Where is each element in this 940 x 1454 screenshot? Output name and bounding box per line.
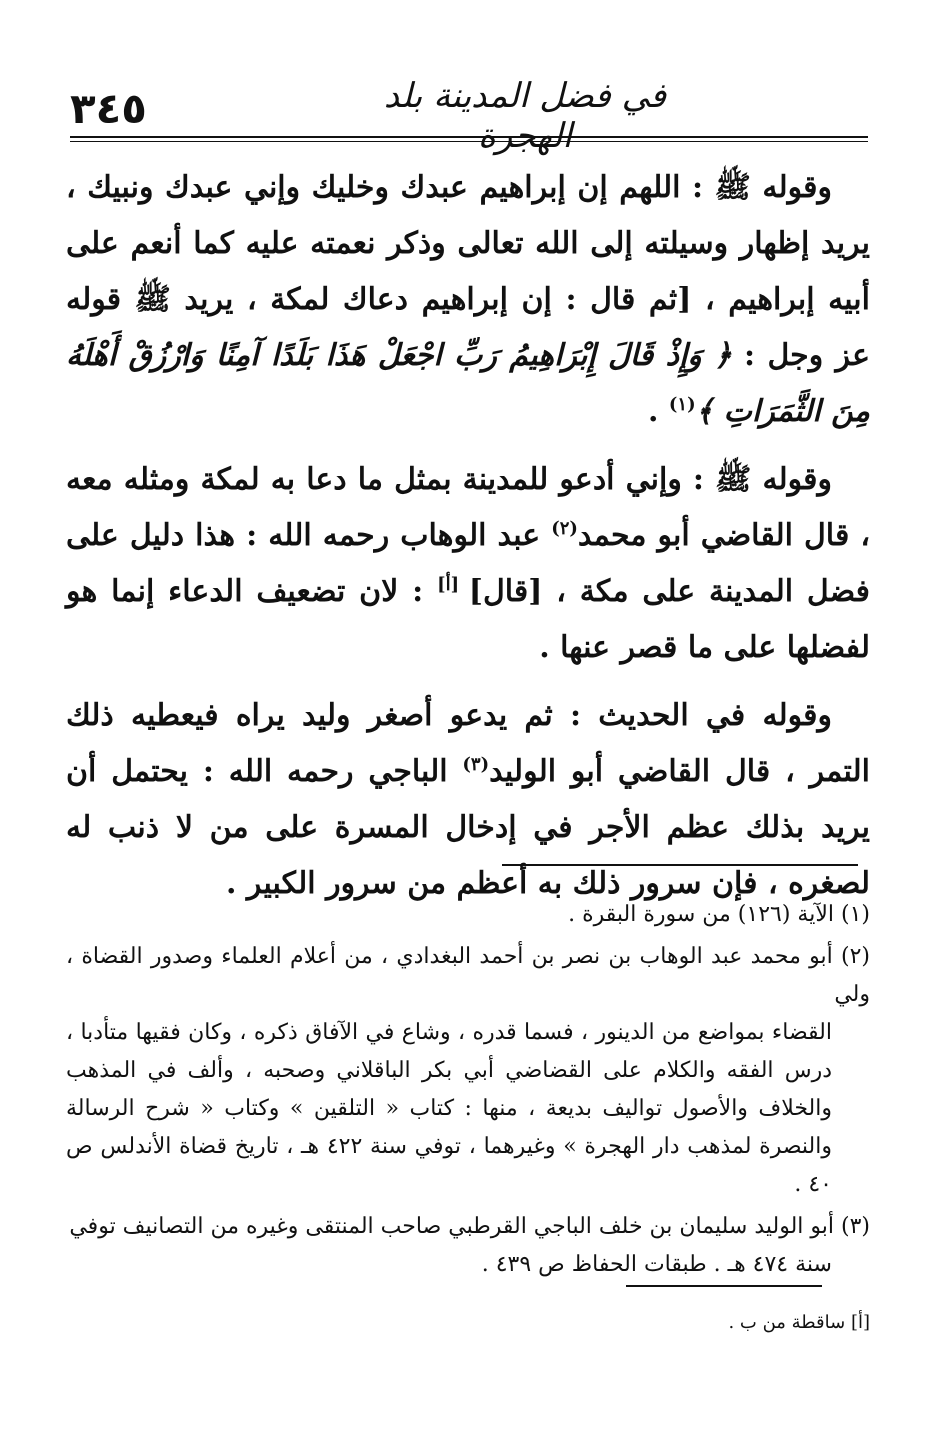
footnotes: [66, 896, 870, 1288]
footnote-separator: [502, 864, 858, 866]
paragraph-1: [66, 160, 870, 440]
footnote-1: (١) الآية (١٢٦) من سورة البقرة .: [568, 902, 870, 927]
main-text: [66, 160, 870, 912]
footnote-3: [66, 1208, 870, 1284]
footnote-2: [66, 938, 870, 1204]
paragraph-2-text-b: عبد الوهاب رحمه الله : هذا دليل على فضل المدينة على مكة ، [قال]: [66, 518, 870, 609]
paragraph-2-text-c: : لان تضعيف الدعاء إنما هو لفضلها على ما قصر عنها .: [66, 574, 870, 665]
footnote-ref-1: (١): [668, 394, 696, 415]
footnote-2-continuation: القضاء بمواضع من الدينور ، فسما قدره ، وشاع في الآفاق ذكره ، وكان فقيها متأدبا ، درس الفقه والكلام على القضاضي أبي بكر الباقلاني وصحبه ، وألف في المذهب والخلاف والأصول تواليف بديعة ، منها : كتاب « التلقين » وكتاب « شرح الرسالة والنصرة لمذهب دار الهجرة » وغيرهما ، توفي سنة ٤٢٢ هـ ، تاريخ قضاة الأندلس ص ٤٠ .: [66, 1020, 832, 1197]
page-number: ٣٤٥: [70, 84, 147, 133]
running-title: في فضل المدينة بلد الهجرة: [383, 76, 667, 156]
page-header: [70, 70, 868, 156]
paragraph-2-text-a: وقوله ﷺ : وإني أدعو للمدينة بمثل ما دعا به لمكة ومثله معه ، قال القاضي أبو محمد: [66, 462, 870, 553]
header-rule: [70, 136, 868, 142]
paragraph-3: [66, 688, 870, 912]
editor-note-ref: [أ]: [437, 574, 469, 595]
paragraph-2: [66, 452, 870, 676]
paragraph-3-text-b: الباجي رحمه الله : يحتمل أن يريد بذلك عظم الأجر في إدخال المسرة على من لا ذنب له لصغره ، فإن سرور ذلك به أعظم من سرور الكبير .: [66, 754, 870, 901]
editor-note: [أ] ساقطة من ب .: [728, 1312, 870, 1333]
footnote-ref-2: (٢): [551, 518, 578, 539]
paragraph-3-text-a: وقوله في الحديث : ثم يدعو أصغر وليد يراه فيعطيه ذلك التمر ، قال القاضي أبو الوليد: [66, 698, 870, 789]
footnote-3-continuation: سنة ٤٧٤ هـ . طبقات الحفاظ ص ٤٣٩ .: [481, 1252, 832, 1277]
quran-verse: ﴿ وَإِذْ قَالَ إِبْرَاهِيمُ رَبِّ اجْعَلْ هَذَا بَلَدًا آمِنًا وَارْزُقْ أَهْلَهُ مِنَ الثَّمَرَاتِ ﴾: [66, 338, 870, 429]
paragraph-1-text: وقوله ﷺ : اللهم إن إبراهيم عبدك وخليك وإني عبدك ونبيك ، يريد إظهار وسيلته إلى الله تعالى وذكر نعمته عليه كما أنعم على أبيه إبراهيم ، [ثم قال : إن إبراهيم دعاك لمكة ، يريد ﷺ قوله عز وجل :: [66, 170, 870, 373]
editor-note-separator: [626, 1285, 822, 1287]
footnote-3-first-line: (٣) أبو الوليد سليمان بن خلف الباجي القرطبي صاحب المنتقى وغيره من التصانيف توفي: [69, 1214, 870, 1239]
verse-end: .: [648, 394, 669, 429]
footnote-2-first-line: (٢) أبو محمد عبد الوهاب بن نصر بن أحمد البغدادي ، من أعلام العلماء وصدور القضاة ، ولي: [66, 944, 870, 1007]
footnote-ref-3: (٣): [462, 754, 490, 775]
